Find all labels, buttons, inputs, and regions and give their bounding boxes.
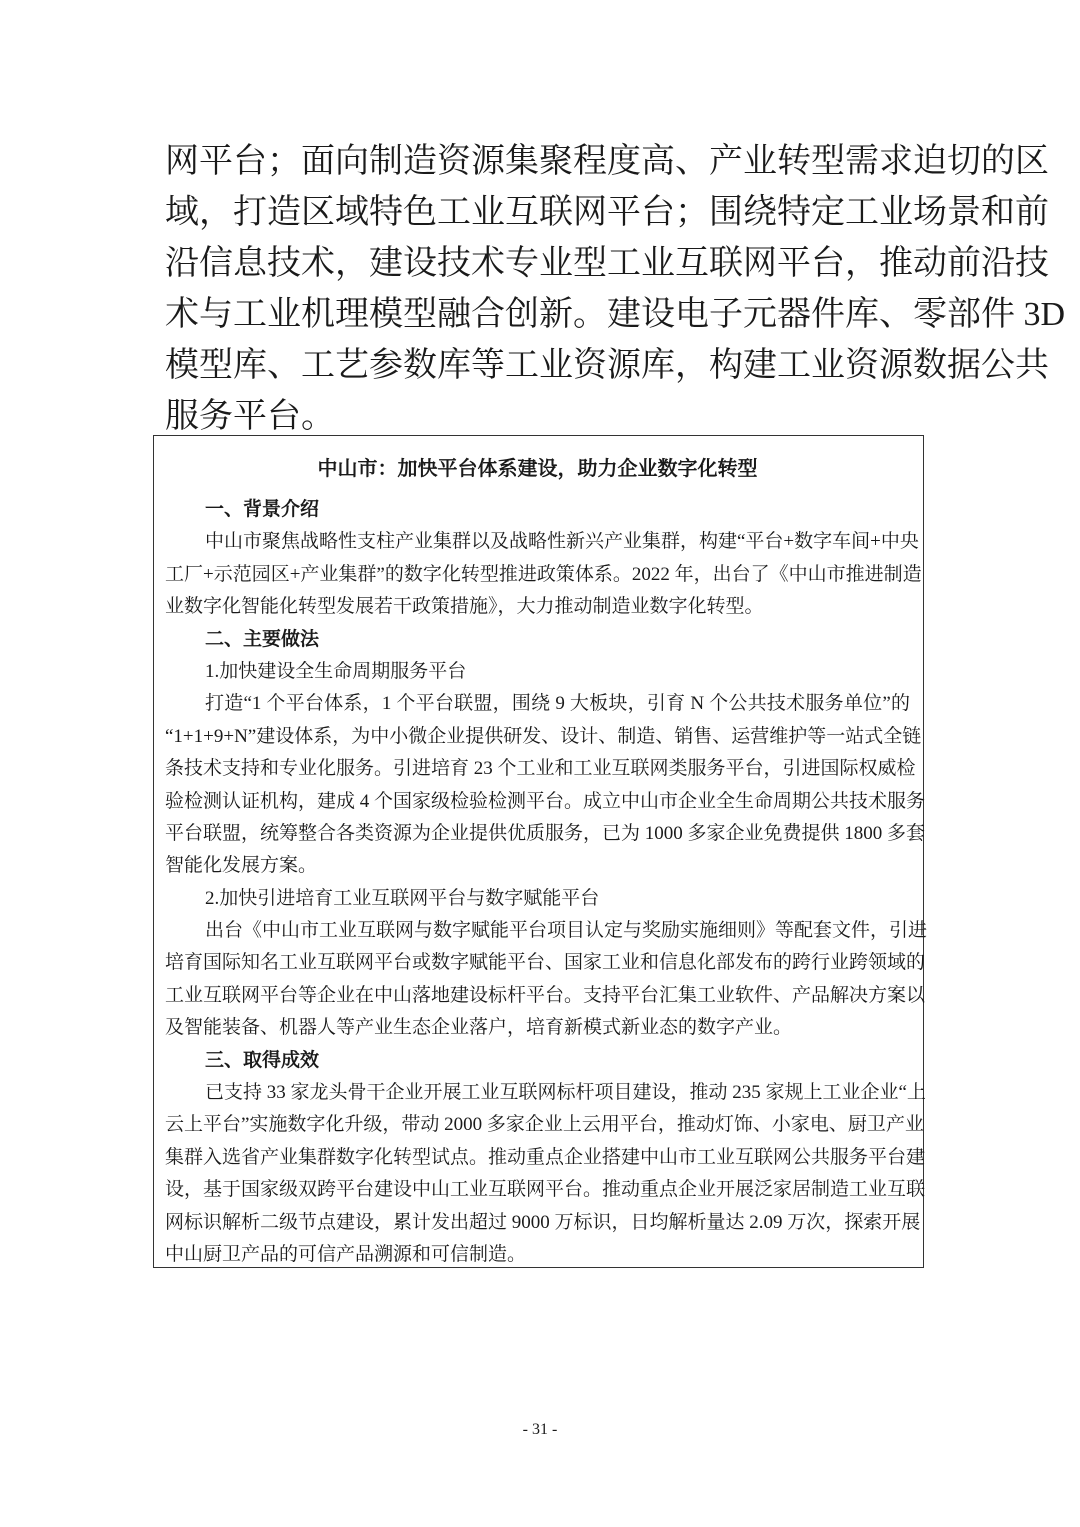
intro-line: 域，打造区域特色工业互联网平台；围绕特定工业场景和前 bbox=[165, 194, 1049, 231]
paragraph-line: 打造“1 个平台体系，1 个平台联盟，围绕 9 大板块，引育 N 个公共技术服务单位”的 bbox=[205, 693, 910, 715]
paragraph-line: 及智能装备、机器人等产业生态企业落户，培育新模式新业态的数字产业。 bbox=[165, 1017, 793, 1039]
paragraph-line: 培育国际知名工业互联网平台或数字赋能平台、国家工业和信息化部发布的跨行业跨领域的 bbox=[165, 952, 926, 974]
section-heading: 三、取得成效 bbox=[205, 1049, 320, 1071]
subsection-heading: 2.加快引进培育工业互联网平台与数字赋能平台 bbox=[205, 887, 600, 909]
section-heading: 二、主要做法 bbox=[205, 628, 320, 650]
paragraph-line: 中山市聚焦战略性支柱产业集群以及战略性新兴产业集群，构建“平台+数字车间+中央 bbox=[205, 531, 919, 553]
intro-line: 术与工业机理模型融合创新。建设电子元器件库、零部件 3D bbox=[165, 296, 1066, 333]
paragraph-line: 平台联盟，统筹整合各类资源为企业提供优质服务，已为 1000 多家企业免费提供 1800 多套 bbox=[165, 822, 926, 844]
intro-line: 沿信息技术，建设技术专业型工业互联网平台，推动前沿技 bbox=[165, 245, 1049, 282]
intro-line: 网平台；面向制造资源集聚程度高、产业转型需求迫切的区 bbox=[165, 143, 1049, 180]
intro-line: 服务平台。 bbox=[165, 398, 335, 435]
paragraph-line: 工业互联网平台等企业在中山落地建设标杆平台。支持平台汇集工业软件、产品解决方案以 bbox=[165, 984, 926, 1006]
case-study-title: 中山市：加快平台体系建设，助力企业数字化转型 bbox=[317, 458, 758, 480]
paragraph-line: 工厂+示范园区+产业集群”的数字化转型推进政策体系。2022 年，出台了《中山市推进制造 bbox=[165, 563, 922, 585]
paragraph-line: “1+1+9+N”建设体系，为中小微企业提供研发、设计、制造、销售、运营维护等一站式全链 bbox=[165, 725, 922, 747]
intro-line: 模型库、工艺参数库等工业资源库，构建工业资源数据公共 bbox=[165, 347, 1049, 384]
section-heading: 一、背景介绍 bbox=[205, 499, 320, 520]
page-number: - 31 - bbox=[522, 1421, 558, 1438]
intro-paragraph bbox=[165, 136, 1066, 442]
paragraph-line: 验检测认证机构，建成 4 个国家级检验检测平台。成立中山市企业全生命周期公共技术服务 bbox=[165, 790, 926, 812]
paragraph-line: 条技术支持和专业化服务。引进培育 23 个工业和工业互联网类服务平台，引进国际权威检 bbox=[165, 758, 916, 780]
paragraph-line: 出台《中山市工业互联网与数字赋能平台项目认定与奖励实施细则》等配套文件，引进 bbox=[205, 920, 928, 942]
case-study-box bbox=[153, 435, 928, 1268]
paragraph-line: 网标识解析二级节点建设，累计发出超过 9000 万标识，日均解析量达 2.09 万次，探索开展 bbox=[165, 1211, 921, 1233]
paragraph-line: 中山厨卫产品的可信产品溯源和可信制造。 bbox=[165, 1243, 527, 1265]
paragraph-line: 智能化发展方案。 bbox=[165, 855, 318, 877]
subsection-heading: 1.加快建设全生命周期服务平台 bbox=[205, 660, 467, 682]
paragraph-line: 已支持 33 家龙头骨干企业开展工业互联网标杆项目建设，推动 235 家规上工业企业“上 bbox=[205, 1082, 926, 1104]
paragraph-line: 设，基于国家级双跨平台建设中山工业互联网平台。推动重点企业开展泛家居制造工业互联 bbox=[165, 1179, 926, 1201]
paragraph-line: 集群入选省产业集群数字化转型试点。推动重点企业搭建中山市工业互联网公共服务平台建 bbox=[165, 1146, 926, 1168]
case-study-body bbox=[165, 494, 928, 1271]
paragraph-line: 云上平台”实施数字化升级，带动 2000 多家企业上云用平台，推动灯饰、小家电、厨卫产业 bbox=[165, 1114, 924, 1136]
paragraph-line: 业数字化智能化转型发展若干政策措施》，大力推动制造业数字化转型。 bbox=[165, 596, 764, 618]
